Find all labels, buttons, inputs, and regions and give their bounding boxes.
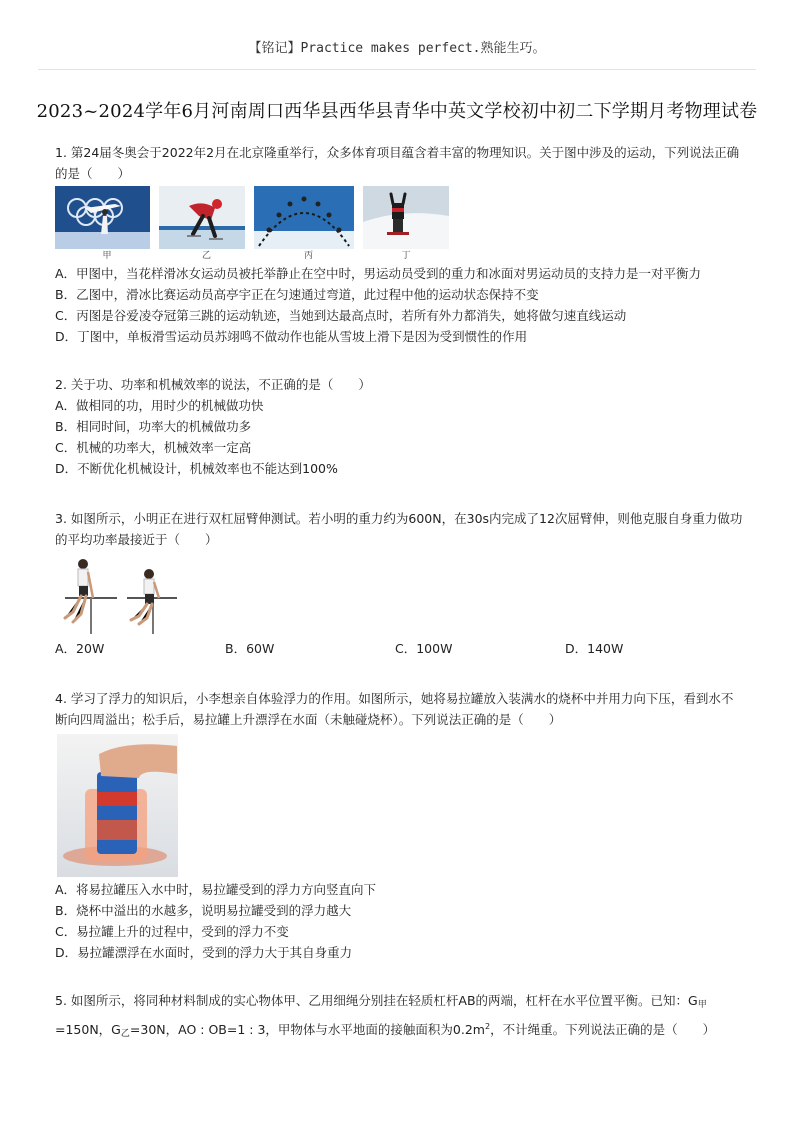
question-2-option-c: C．机械的功率大，机械效率一定高 — [55, 440, 252, 455]
caption-bing: 丙 — [303, 251, 313, 261]
question-3-stem: 3. 如图所示，小明正在进行双杠屈臂伸测试。若小明的重力约为600N，在30s内完成了12次屈臂伸，则他克服自身重力做功的平均功率最接近于（ ） — [55, 511, 743, 547]
question-4 — [55, 688, 745, 963]
snowboard-photo — [363, 186, 449, 249]
question-1-stem: 1. 第24届冬奥会于2022年2月在北京隆重举行，众多体育项目蕴含着丰富的物理知识。关于图中涉及的运动，下列说法正确的是（ ） — [55, 145, 740, 181]
question-3-option-a: A．20W — [55, 641, 105, 656]
question-1-option-b: B．乙图中，滑冰比赛运动员高亭宇正在匀速通过弯道，此过程中他的运动状态保持不变 — [55, 287, 539, 302]
question-3-option-c: C．100W — [395, 641, 453, 656]
question-3-options — [55, 638, 745, 659]
can-in-beaker-photo — [57, 734, 178, 877]
caption-yi: 乙 — [201, 251, 211, 261]
question-5-sub-yi: 乙 — [120, 1029, 130, 1039]
question-3-option-d: D．140W — [565, 641, 624, 656]
question-1-option-a: A．甲图中，当花样滑冰女运动员被托举静止在空中时，男运动员受到的重力和冰面对男运动员的支持力是一对平衡力 — [55, 266, 702, 281]
speed-skating-photo — [159, 186, 245, 249]
question-2-option-d: D．不断优化机械设计，机械效率也不能达到100% — [55, 461, 338, 476]
question-1 — [55, 142, 745, 347]
question-2-stem: 2. 关于功、功率和机械效率的说法，不正确的是（ ） — [55, 377, 371, 392]
question-5-stem-part-b: =150N，G — [55, 1022, 121, 1037]
question-4-stem: 4. 学习了浮力的知识后，小李想亲自体验浮力的作用。如图所示，她将易拉罐放入装满水的烧杯中并用力向下压，看到水不断向四周溢出；松手后，易拉罐上升漂浮在水面（未触碰烧杯）。下列说法正确的是（ ） — [55, 691, 734, 727]
question-5 — [55, 990, 745, 1045]
question-3 — [55, 508, 745, 659]
question-5-stem-part-d: ，不计绳重。下列说法正确的是（ ） — [490, 1022, 716, 1037]
question-1-option-c: C．丙图是谷爱凌夺冠第三跳的运动轨迹，当她到达最高点时，若所有外力都消失，她将做匀速直线运动 — [55, 308, 627, 323]
question-4-option-a: A．将易拉罐压入水中时，易拉罐受到的浮力方向竖直向下 — [55, 882, 377, 897]
exam-title: 2023~2024学年6月河南周口西华县西华县青华中英文学校初中初二下学期月考物理试卷 — [36, 101, 758, 122]
question-1-captions — [55, 249, 745, 263]
question-5-sup-2: 2 — [484, 1022, 491, 1031]
question-1-option-d: D．丁图中，单板滑雪运动员苏翊鸣不做动作也能从雪坡上滑下是因为受到惯性的作用 — [55, 329, 528, 344]
question-2-option-a: A．做相同的功，用时少的机械做功快 — [55, 398, 264, 413]
header-divider — [38, 69, 756, 70]
caption-jia: 甲 — [102, 251, 112, 261]
question-3-option-b: B．60W — [225, 641, 275, 656]
page-header-motto: 【铭记】Practice makes perfect.熟能生巧。 — [248, 41, 546, 56]
question-4-option-b: B．烧杯中溢出的水越多，说明易拉罐受到的浮力越大 — [55, 903, 352, 918]
question-5-stem-part-c: =30N，AO : OB=1 : 3，甲物体与水平地面的接触面积为0.2m — [129, 1022, 485, 1037]
question-5-stem-part-a: 5. 如图所示，将同种材料制成的实心物体甲、乙用细绳分别挂在轻质杠杆AB的两端，杠杆在水平位置平衡。已知：G — [55, 993, 698, 1008]
question-5-stem — [55, 990, 745, 1045]
question-4-option-d: D．易拉罐漂浮在水面时，受到的浮力大于其自身重力 — [55, 945, 353, 960]
figure-skating-photo — [55, 186, 150, 249]
ski-trajectory-photo — [254, 186, 354, 249]
caption-ding: 丁 — [401, 251, 411, 261]
question-4-option-c: C．易拉罐上升的过程中，受到的浮力不变 — [55, 924, 289, 939]
parallel-bars-photo — [55, 556, 180, 636]
question-2 — [55, 374, 745, 479]
question-5-sub-jia: 甲 — [697, 1000, 707, 1010]
question-2-option-b: B．相同时间，功率大的机械做功多 — [55, 419, 252, 434]
question-1-figures — [55, 186, 745, 249]
